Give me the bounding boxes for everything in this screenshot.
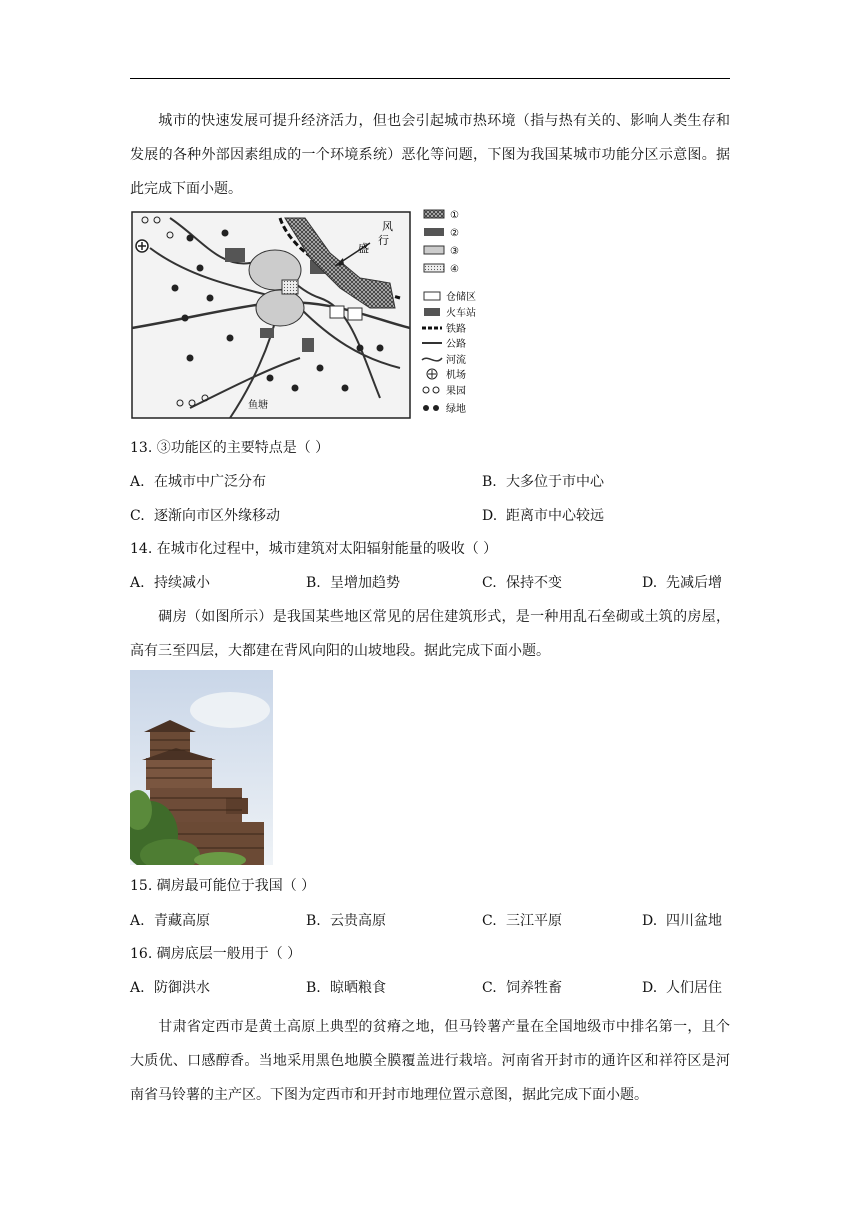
- q16-option-c: C. 饲养牲畜: [482, 980, 562, 996]
- q13-option-a: A. 在城市中广泛分布: [130, 474, 266, 490]
- svg-text:铁路: 铁路: [446, 324, 466, 335]
- header-rule: [130, 78, 730, 79]
- svg-text:绿地: 绿地: [446, 404, 466, 415]
- question-15: 15. 碉房最可能位于我国（ ）: [130, 878, 316, 894]
- svg-text:行: 行: [378, 234, 389, 247]
- q15-option-a: A. 青藏高原: [130, 913, 210, 929]
- city-function-zone-map: [130, 208, 500, 422]
- q13-option-b: B. 大多位于市中心: [482, 474, 604, 490]
- question-13: 13. ③功能区的主要特点是（ ）: [130, 440, 330, 456]
- diaofang-photo: [130, 670, 273, 865]
- question-14: 14. 在城市化过程中，城市建筑对太阳辐射能量的吸收（ ）: [130, 541, 498, 557]
- svg-text:河流: 河流: [446, 355, 466, 366]
- q16-option-d: D. 人们居住: [642, 980, 722, 996]
- svg-text:果园: 果园: [446, 386, 466, 397]
- intro-paragraph-3: 甘肃省定西市是黄土高原上典型的贫瘠之地，但马铃薯产量在全国地级市中排名第一，且个大质优、口感醇香。当地采用黑色地膜全膜覆盖进行栽培。河南省开封市的通许区和祥符区是河南省马铃薯的主产区。下图为定西市和开封市地理位置示意图，据此完成下面小题。: [130, 1019, 730, 1103]
- q16-option-b: B. 晾晒粮食: [306, 980, 386, 996]
- svg-text:④: ④: [450, 264, 459, 275]
- q14-option-c: C. 保持不变: [482, 575, 562, 591]
- fish-pond-label: 鱼塘: [248, 400, 268, 411]
- svg-text:①: ①: [450, 210, 459, 221]
- svg-text:公路: 公路: [446, 339, 466, 350]
- q14-option-a: A. 持续减小: [130, 575, 210, 591]
- q15-option-c: C. 三江平原: [482, 913, 562, 929]
- intro-paragraph-1: [130, 104, 730, 206]
- q14-option-d: D. 先减后增: [642, 575, 722, 591]
- svg-text:机场: 机场: [446, 370, 466, 381]
- svg-text:②: ②: [450, 228, 459, 239]
- svg-text:仓储区: 仓储区: [446, 292, 476, 303]
- svg-text:③: ③: [450, 246, 459, 257]
- svg-text:盛: 盛: [358, 242, 369, 255]
- q14-option-b: B. 呈增加趋势: [306, 575, 400, 591]
- question-16: 16. 碉房底层一般用于（ ）: [130, 946, 302, 962]
- q15-option-d: D. 四川盆地: [642, 913, 722, 929]
- svg-text:火车站: 火车站: [446, 308, 476, 319]
- q16-option-a: A. 防御洪水: [130, 980, 210, 996]
- zone-2: [225, 248, 245, 262]
- intro-text: 城市的快速发展可提升经济活力，但也会引起城市热环境（指与热有关的、影响人类生存和发展的各种外部因素组成的一个环境系统）恶化等问题，下图为我国某城市功能分区示意图。据此完成下面小题。: [130, 113, 730, 197]
- q13-option-d: D. 距离市中心较远: [482, 508, 604, 524]
- map-legend: [422, 210, 476, 415]
- wind-label: 风: [382, 220, 393, 233]
- intro-paragraph-2: 碉房（如图所示）是我国某些地区常见的居住建筑形式，是一种用乱石垒砌或土筑的房屋，高有三至四层，大都建在背风向阳的山坡地段。据此完成下面小题。: [130, 609, 730, 659]
- q13-option-c: C. 逐渐向市区外缘移动: [130, 508, 280, 524]
- q15-option-b: B. 云贵高原: [306, 913, 386, 929]
